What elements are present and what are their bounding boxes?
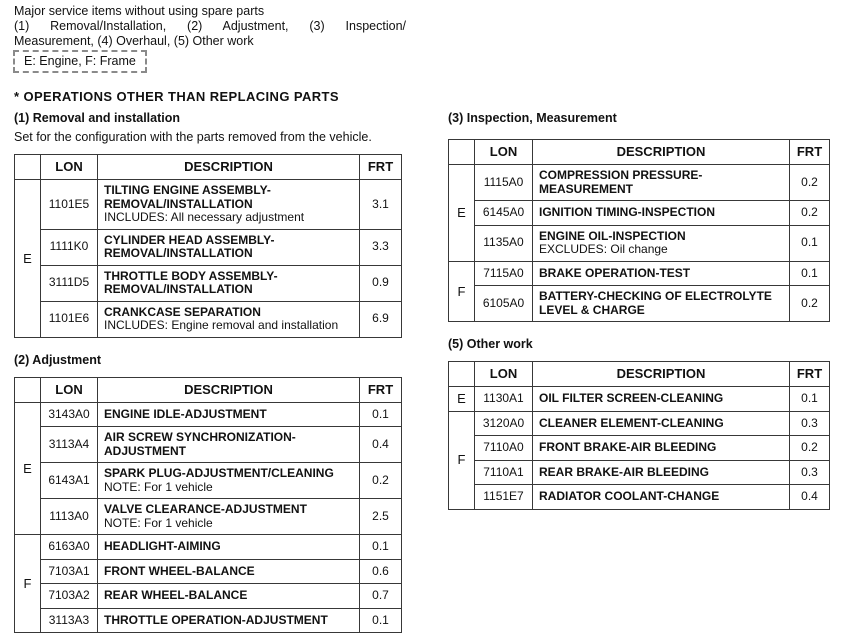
note-removal-installation: Set for the configuration with the parts removed from the vehicle. xyxy=(14,130,372,144)
other-work-table xyxy=(448,361,830,510)
description-cell xyxy=(98,180,360,230)
description-text: THROTTLE OPERATION-ADJUSTMENT xyxy=(104,612,328,627)
intro-line3: Measurement, (4) Overhaul, (5) Other work xyxy=(14,34,254,48)
lon-code: 1151E7 xyxy=(475,485,533,510)
legend-text: E: Engine, F: Frame xyxy=(24,54,136,68)
lon-code: 3111D5 xyxy=(41,265,98,301)
description-cell xyxy=(98,265,360,301)
description-text: SPARK PLUG-ADJUSTMENT/CLEANING xyxy=(104,466,334,480)
heading-other-work: (5) Other work xyxy=(448,337,533,351)
column-header-frt: FRT xyxy=(360,377,402,402)
table-row xyxy=(449,225,830,261)
table-row xyxy=(449,387,830,412)
legend-box xyxy=(13,50,147,73)
table-row xyxy=(449,286,830,322)
frt-value: 6.9 xyxy=(360,301,402,337)
description-text: HEADLIGHT-AIMING xyxy=(104,539,221,553)
column-header-description: DESCRIPTION xyxy=(533,140,790,165)
column-header-frt: FRT xyxy=(360,155,402,180)
frt-value: 0.6 xyxy=(360,559,402,584)
lon-code: 7115A0 xyxy=(475,261,533,286)
description-note: NOTE: For 1 vehicle xyxy=(104,515,213,530)
description-text: AIR SCREW SYNCHRONIZATION-ADJUSTMENT xyxy=(104,430,296,458)
description-cell xyxy=(98,402,360,427)
group-label: E xyxy=(449,165,475,262)
lon-code: 7110A1 xyxy=(475,460,533,485)
header-row xyxy=(449,362,830,387)
lon-code: 6105A0 xyxy=(475,286,533,322)
group-label: E xyxy=(449,387,475,412)
lon-code: 1101E5 xyxy=(41,180,98,230)
table-row xyxy=(15,229,402,265)
column-header-description: DESCRIPTION xyxy=(533,362,790,387)
frt-value: 0.3 xyxy=(790,460,830,485)
frt-value: 0.1 xyxy=(360,535,402,560)
lon-code: 1115A0 xyxy=(475,165,533,201)
group-label: F xyxy=(449,261,475,322)
frt-value: 0.2 xyxy=(790,165,830,201)
column-header-frt: FRT xyxy=(790,140,830,165)
description-text: FRONT WHEEL-BALANCE xyxy=(104,563,255,578)
description-text: CYLINDER HEAD ASSEMBLY-REMOVAL/INSTALLATION xyxy=(104,232,275,260)
lon-code: 1135A0 xyxy=(475,225,533,261)
frt-value: 3.1 xyxy=(360,180,402,230)
column-header-description: DESCRIPTION xyxy=(98,155,360,180)
table-row xyxy=(449,261,830,286)
frt-value: 0.2 xyxy=(360,463,402,499)
right-column xyxy=(448,111,830,510)
header-row xyxy=(15,377,402,402)
lon-code: 1101E6 xyxy=(41,301,98,337)
table-row xyxy=(15,559,402,584)
table-row xyxy=(15,427,402,463)
table-row xyxy=(449,460,830,485)
description-text: COMPRESSION PRESSURE-MEASUREMENT xyxy=(539,168,703,196)
description-cell xyxy=(98,499,360,535)
description-text: BATTERY-CHECKING OF ELECTROLYTE LEVEL & CHARGE xyxy=(539,289,772,317)
column-header-lon: LON xyxy=(41,377,98,402)
group-label: E xyxy=(15,180,41,338)
column-header-group xyxy=(449,140,475,165)
group-label: F xyxy=(449,411,475,509)
table-row xyxy=(449,436,830,461)
lon-code: 1130A1 xyxy=(475,387,533,412)
column-header-group xyxy=(15,377,41,402)
description-cell xyxy=(533,225,790,261)
frt-value: 0.2 xyxy=(790,436,830,461)
lon-code: 3113A4 xyxy=(41,427,98,463)
column-header-lon: LON xyxy=(475,140,533,165)
heading-inspection-measurement: (3) Inspection, Measurement xyxy=(448,111,617,125)
table-row xyxy=(15,402,402,427)
lon-code: 3113A3 xyxy=(41,608,98,633)
description-cell xyxy=(98,427,360,463)
intro-text xyxy=(14,4,406,49)
lon-code: 1113A0 xyxy=(41,499,98,535)
header-row xyxy=(15,155,402,180)
section-title: * OPERATIONS OTHER THAN REPLACING PARTS xyxy=(14,89,339,104)
frt-value: 0.3 xyxy=(790,411,830,436)
table-row xyxy=(449,201,830,226)
adjustment-table xyxy=(14,377,402,634)
table-row xyxy=(15,180,402,230)
description-text: IGNITION TIMING-INSPECTION xyxy=(539,205,715,219)
description-cell xyxy=(533,411,790,436)
frt-value: 3.3 xyxy=(360,229,402,265)
frt-value: 0.4 xyxy=(360,427,402,463)
intro-line2: (1) Removal/Installation, (2) Adjustment, (3) Inspection/ xyxy=(14,19,406,33)
description-note: EXCLUDES: Oil change xyxy=(539,242,668,256)
frt-value: 2.5 xyxy=(360,499,402,535)
header-row xyxy=(449,140,830,165)
description-note: NOTE: For 1 vehicle xyxy=(104,479,213,494)
description-cell xyxy=(98,584,360,609)
table-row xyxy=(449,165,830,201)
column-header-lon: LON xyxy=(41,155,98,180)
frt-value: 0.9 xyxy=(360,265,402,301)
description-cell xyxy=(533,201,790,226)
heading-removal-installation: (1) Removal and installation xyxy=(14,111,181,125)
table-row xyxy=(449,411,830,436)
description-text: ENGINE IDLE-ADJUSTMENT xyxy=(104,406,267,421)
lon-code: 6163A0 xyxy=(41,535,98,560)
column-header-group xyxy=(449,362,475,387)
description-text: CRANKCASE SEPARATION xyxy=(104,304,261,319)
column-header-frt: FRT xyxy=(790,362,830,387)
group-label: F xyxy=(15,535,41,633)
description-cell xyxy=(533,165,790,201)
lon-code: 7103A2 xyxy=(41,584,98,609)
table-row xyxy=(15,463,402,499)
description-cell xyxy=(98,535,360,560)
table-row xyxy=(15,265,402,301)
description-text: RADIATOR COOLANT-CHANGE xyxy=(539,489,720,503)
table-row xyxy=(15,499,402,535)
description-cell xyxy=(98,229,360,265)
description-text: VALVE CLEARANCE-ADJUSTMENT xyxy=(104,502,307,516)
table-row xyxy=(15,535,402,560)
description-cell xyxy=(533,387,790,412)
description-note: INCLUDES: Engine removal and installation xyxy=(104,318,339,332)
lon-code: 7103A1 xyxy=(41,559,98,584)
lon-code: 6145A0 xyxy=(475,201,533,226)
frt-value: 0.1 xyxy=(790,261,830,286)
frt-value: 0.1 xyxy=(360,402,402,427)
description-text: OIL FILTER SCREEN-CLEANING xyxy=(539,391,724,405)
frt-value: 0.7 xyxy=(360,584,402,609)
frt-value: 0.4 xyxy=(790,485,830,510)
frt-value: 0.1 xyxy=(790,387,830,412)
lon-code: 3143A0 xyxy=(41,402,98,427)
heading-adjustment: (2) Adjustment xyxy=(14,352,102,367)
description-text: THROTTLE BODY ASSEMBLY-REMOVAL/INSTALLATION xyxy=(104,268,278,296)
description-text: CLEANER ELEMENT-CLEANING xyxy=(539,415,724,430)
description-cell xyxy=(533,286,790,322)
description-text: FRONT BRAKE-AIR BLEEDING xyxy=(539,440,717,454)
description-cell xyxy=(98,301,360,337)
description-cell xyxy=(533,436,790,461)
description-cell xyxy=(533,460,790,485)
description-text: BRAKE OPERATION-TEST xyxy=(539,265,691,280)
table-row xyxy=(15,301,402,337)
table-row xyxy=(15,608,402,633)
inspection-measurement-table xyxy=(448,139,830,322)
column-header-lon: LON xyxy=(475,362,533,387)
lon-code: 1111K0 xyxy=(41,229,98,265)
description-text: ENGINE OIL-INSPECTION xyxy=(539,228,686,243)
table-row xyxy=(15,584,402,609)
frt-value: 0.1 xyxy=(360,608,402,633)
description-cell xyxy=(533,485,790,510)
frt-value: 0.2 xyxy=(790,201,830,226)
frt-value: 0.2 xyxy=(790,286,830,322)
left-column xyxy=(14,111,402,633)
description-text: TILTING ENGINE ASSEMBLY-REMOVAL/INSTALLATION xyxy=(104,183,271,211)
description-text: REAR WHEEL-BALANCE xyxy=(104,588,248,602)
removal-installation-table xyxy=(14,154,402,338)
intro-line1: Major service items without using spare parts xyxy=(14,4,265,18)
lon-code: 6143A1 xyxy=(41,463,98,499)
description-text: REAR BRAKE-AIR BLEEDING xyxy=(539,464,710,479)
description-note: INCLUDES: All necessary adjustment xyxy=(104,210,305,224)
description-cell xyxy=(98,608,360,633)
lon-code: 7110A0 xyxy=(475,436,533,461)
description-cell xyxy=(98,559,360,584)
description-cell xyxy=(533,261,790,286)
table-row xyxy=(449,485,830,510)
column-header-group xyxy=(15,155,41,180)
lon-code: 3120A0 xyxy=(475,411,533,436)
description-cell xyxy=(98,463,360,499)
frt-value: 0.1 xyxy=(790,225,830,261)
column-header-description: DESCRIPTION xyxy=(98,377,360,402)
group-label: E xyxy=(15,402,41,535)
